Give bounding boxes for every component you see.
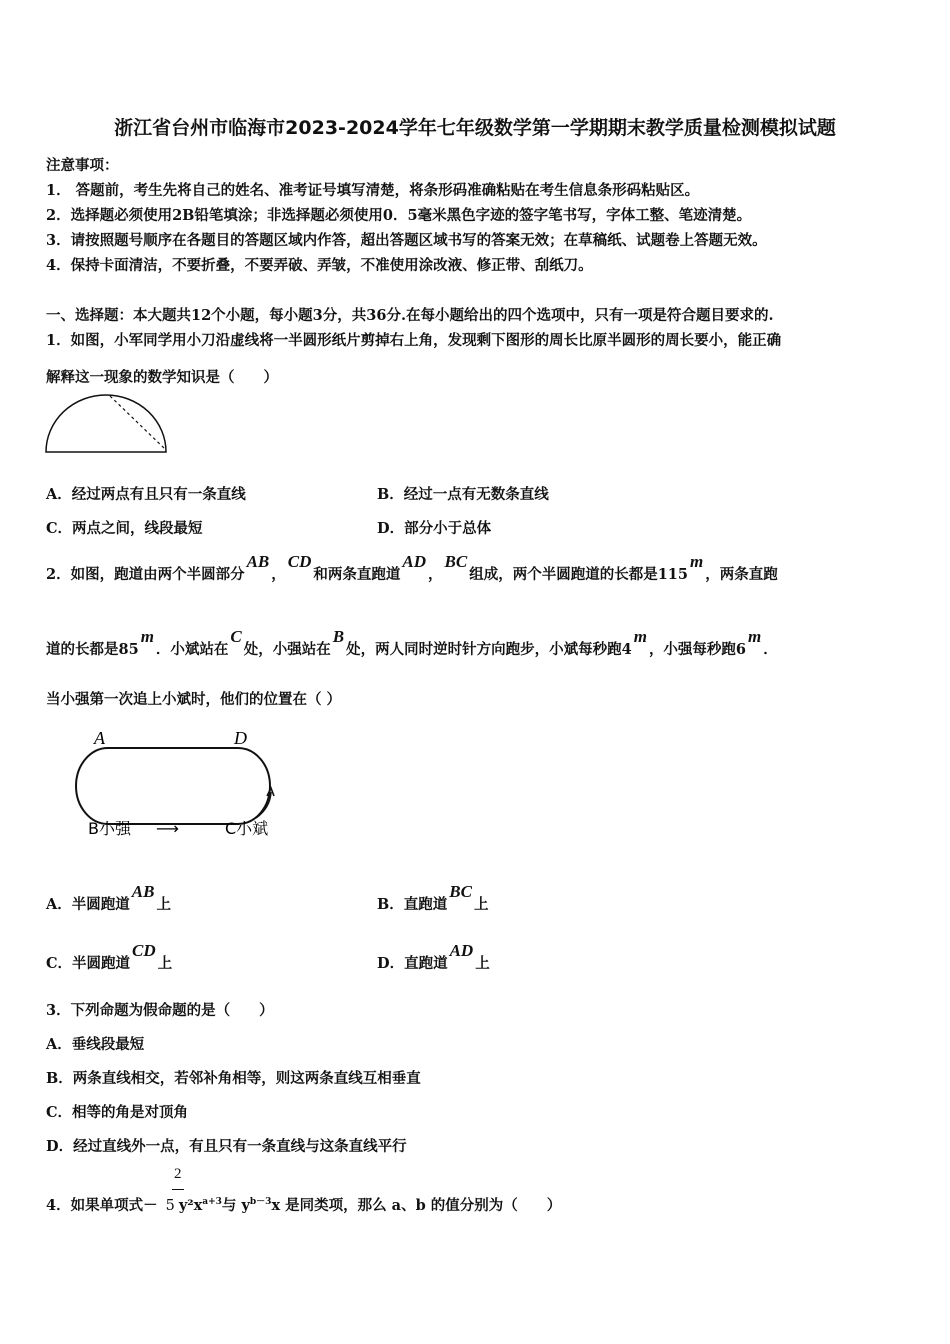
notice-item-4: 4．保持卡面清洁，不要折叠，不要弄破、弄皱，不准使用涂改液、修正带、刮纸刀。 — [46, 257, 593, 274]
q4-text: 4．如果单项式－ — [46, 1197, 158, 1214]
q2-text: 和两条直跑道 — [313, 566, 401, 583]
q2-text: 道的长都是85 — [46, 641, 139, 658]
q1-option-c[interactable]: C．两点之间，线段最短 — [46, 520, 203, 537]
q2-option-b-suffix: 上 — [473, 896, 489, 913]
q2-var-ad: AD — [402, 552, 427, 571]
q4-exp2: b－3 — [249, 1197, 272, 1208]
q2-text: ． — [763, 641, 778, 658]
q2-track-figure — [70, 728, 300, 843]
q3-option-d[interactable]: D．经过直线外一点，有且只有一条直线与这条直线平行 — [46, 1138, 407, 1155]
q2-comma: ， — [271, 566, 286, 583]
q3-option-c[interactable]: C．相等的角是对顶角 — [46, 1104, 189, 1121]
q2-option-d-var: AD — [449, 941, 474, 960]
q3-option-b[interactable]: B．两条直线相交，若邻补角相等，则这两条直线互相垂直 — [46, 1070, 421, 1087]
q4-mid: 与 y — [221, 1197, 250, 1214]
q1-stem-line-2: 解释这一现象的数学知识是（ ） — [46, 369, 278, 386]
q2-unit-m: m — [748, 627, 762, 646]
track-label-c-xiaobin: C小斌 — [225, 819, 269, 838]
track-label-b-xiaoqiang: B小强 — [88, 819, 131, 838]
notice-item-3: 3．请按照题号顺序在各题目的答题区域内作答，超出答题区域书写的答案无效；在草稿纸、试题卷上答题无效。 — [46, 232, 767, 249]
q2-option-c-var: CD — [132, 941, 156, 960]
q2-option-a-var: AB — [131, 882, 155, 901]
q2-option-b-text: B．直跑道 — [377, 896, 448, 913]
q1-stem-line-1: 1．如图，小军同学用小刀沿虚线将一半圆形纸片剪掉右上角，发现剩下图形的周长比原半圆形的周长要小，能正确 — [46, 332, 782, 349]
q2-option-b[interactable] — [377, 882, 489, 914]
q2-option-c[interactable] — [46, 941, 173, 973]
notice-item-2: 2．选择题必须使用2B铅笔填涂；非选择题必须使用0．5毫米黑色字迹的签字笔书写，字体工整、笔迹清楚。 — [46, 207, 752, 224]
q2-text: ．小斌站在 — [155, 641, 229, 658]
q4-term1: y²x — [178, 1197, 203, 1214]
q2-unit-m: m — [633, 627, 647, 646]
q4-fraction-bar — [172, 1189, 184, 1190]
q2-var-ab: AB — [246, 552, 270, 571]
q2-stem-line-3: 当小强第一次追上小斌时，他们的位置在（ ） — [46, 691, 342, 708]
track-label-d: D — [234, 728, 247, 748]
track-label-a: A — [94, 728, 105, 748]
q1-semicircle-figure — [44, 392, 168, 454]
q2-comma: ， — [428, 566, 443, 583]
q2-text: ，小强每秒跑6 — [648, 641, 747, 658]
q1-option-d[interactable]: D．部分小于总体 — [377, 520, 492, 537]
q2-var-cd: CD — [287, 552, 312, 571]
q2-option-a[interactable] — [46, 882, 171, 914]
q2-var-bc: BC — [444, 552, 468, 571]
q2-option-d-text: D．直跑道 — [377, 955, 448, 972]
track-arrow: ⟶ — [156, 819, 179, 838]
q2-text: 2．如图，跑道由两个半圆部分 — [46, 566, 245, 583]
q2-text: 处，两人同时逆时针方向跑步，小斌每秒跑4 — [346, 641, 632, 658]
notice-item-1: 1． 答题前，考生先将自己的姓名、准考证号填写清楚，将条形码准确粘贴在考生信息条形码粘贴区。 — [46, 182, 700, 199]
q2-option-d-suffix: 上 — [475, 955, 490, 972]
q2-option-b-var: BC — [449, 882, 472, 901]
q1-option-a[interactable]: A．经过两点有且只有一条直线 — [46, 486, 246, 503]
q2-option-a-suffix: 上 — [156, 896, 171, 913]
q2-option-c-text: C．半圆跑道 — [46, 955, 131, 972]
section-1-heading: 一、选择题：本大题共12个小题，每小题3分，共36分.在每小题给出的四个选项中，只有一项是符合题目要求的. — [46, 307, 774, 324]
q2-text: ，两条直跑 — [705, 566, 778, 583]
q2-text: 组成，两个半圆跑道的长都是115 — [469, 566, 688, 583]
q2-stem-line-2 — [46, 627, 778, 659]
q2-text: 处，小强站在 — [243, 641, 331, 658]
q2-var-c: C — [230, 627, 242, 646]
q2-unit-m: m — [140, 627, 154, 646]
q4-stem — [46, 1194, 561, 1215]
q1-option-b[interactable]: B．经过一点有无数条直线 — [377, 486, 549, 503]
q2-var-b: B — [332, 627, 345, 646]
q2-stem-line-1 — [46, 552, 778, 584]
notice-heading: 注意事项： — [46, 157, 119, 174]
q4-term2: x 是同类项，那么 a、b 的值分别为（ ） — [271, 1197, 562, 1214]
page-title: 浙江省台州市临海市2023-2024学年七年级数学第一学期期末教学质量检测模拟试题 — [114, 117, 836, 139]
q2-unit-m: m — [690, 552, 704, 571]
q3-stem: 3．下列命题为假命题的是（ ） — [46, 1002, 274, 1019]
q4-exp1: a+3 — [202, 1197, 222, 1208]
q2-option-a-text: A．半圆跑道 — [46, 896, 130, 913]
q4-fraction-numerator: 2 — [174, 1166, 182, 1182]
q2-option-c-suffix: 上 — [157, 955, 173, 972]
q2-option-d[interactable] — [377, 941, 490, 973]
q3-option-a[interactable]: A．垂线段最短 — [46, 1036, 145, 1053]
q4-fraction-denominator: 5 — [165, 1198, 175, 1214]
